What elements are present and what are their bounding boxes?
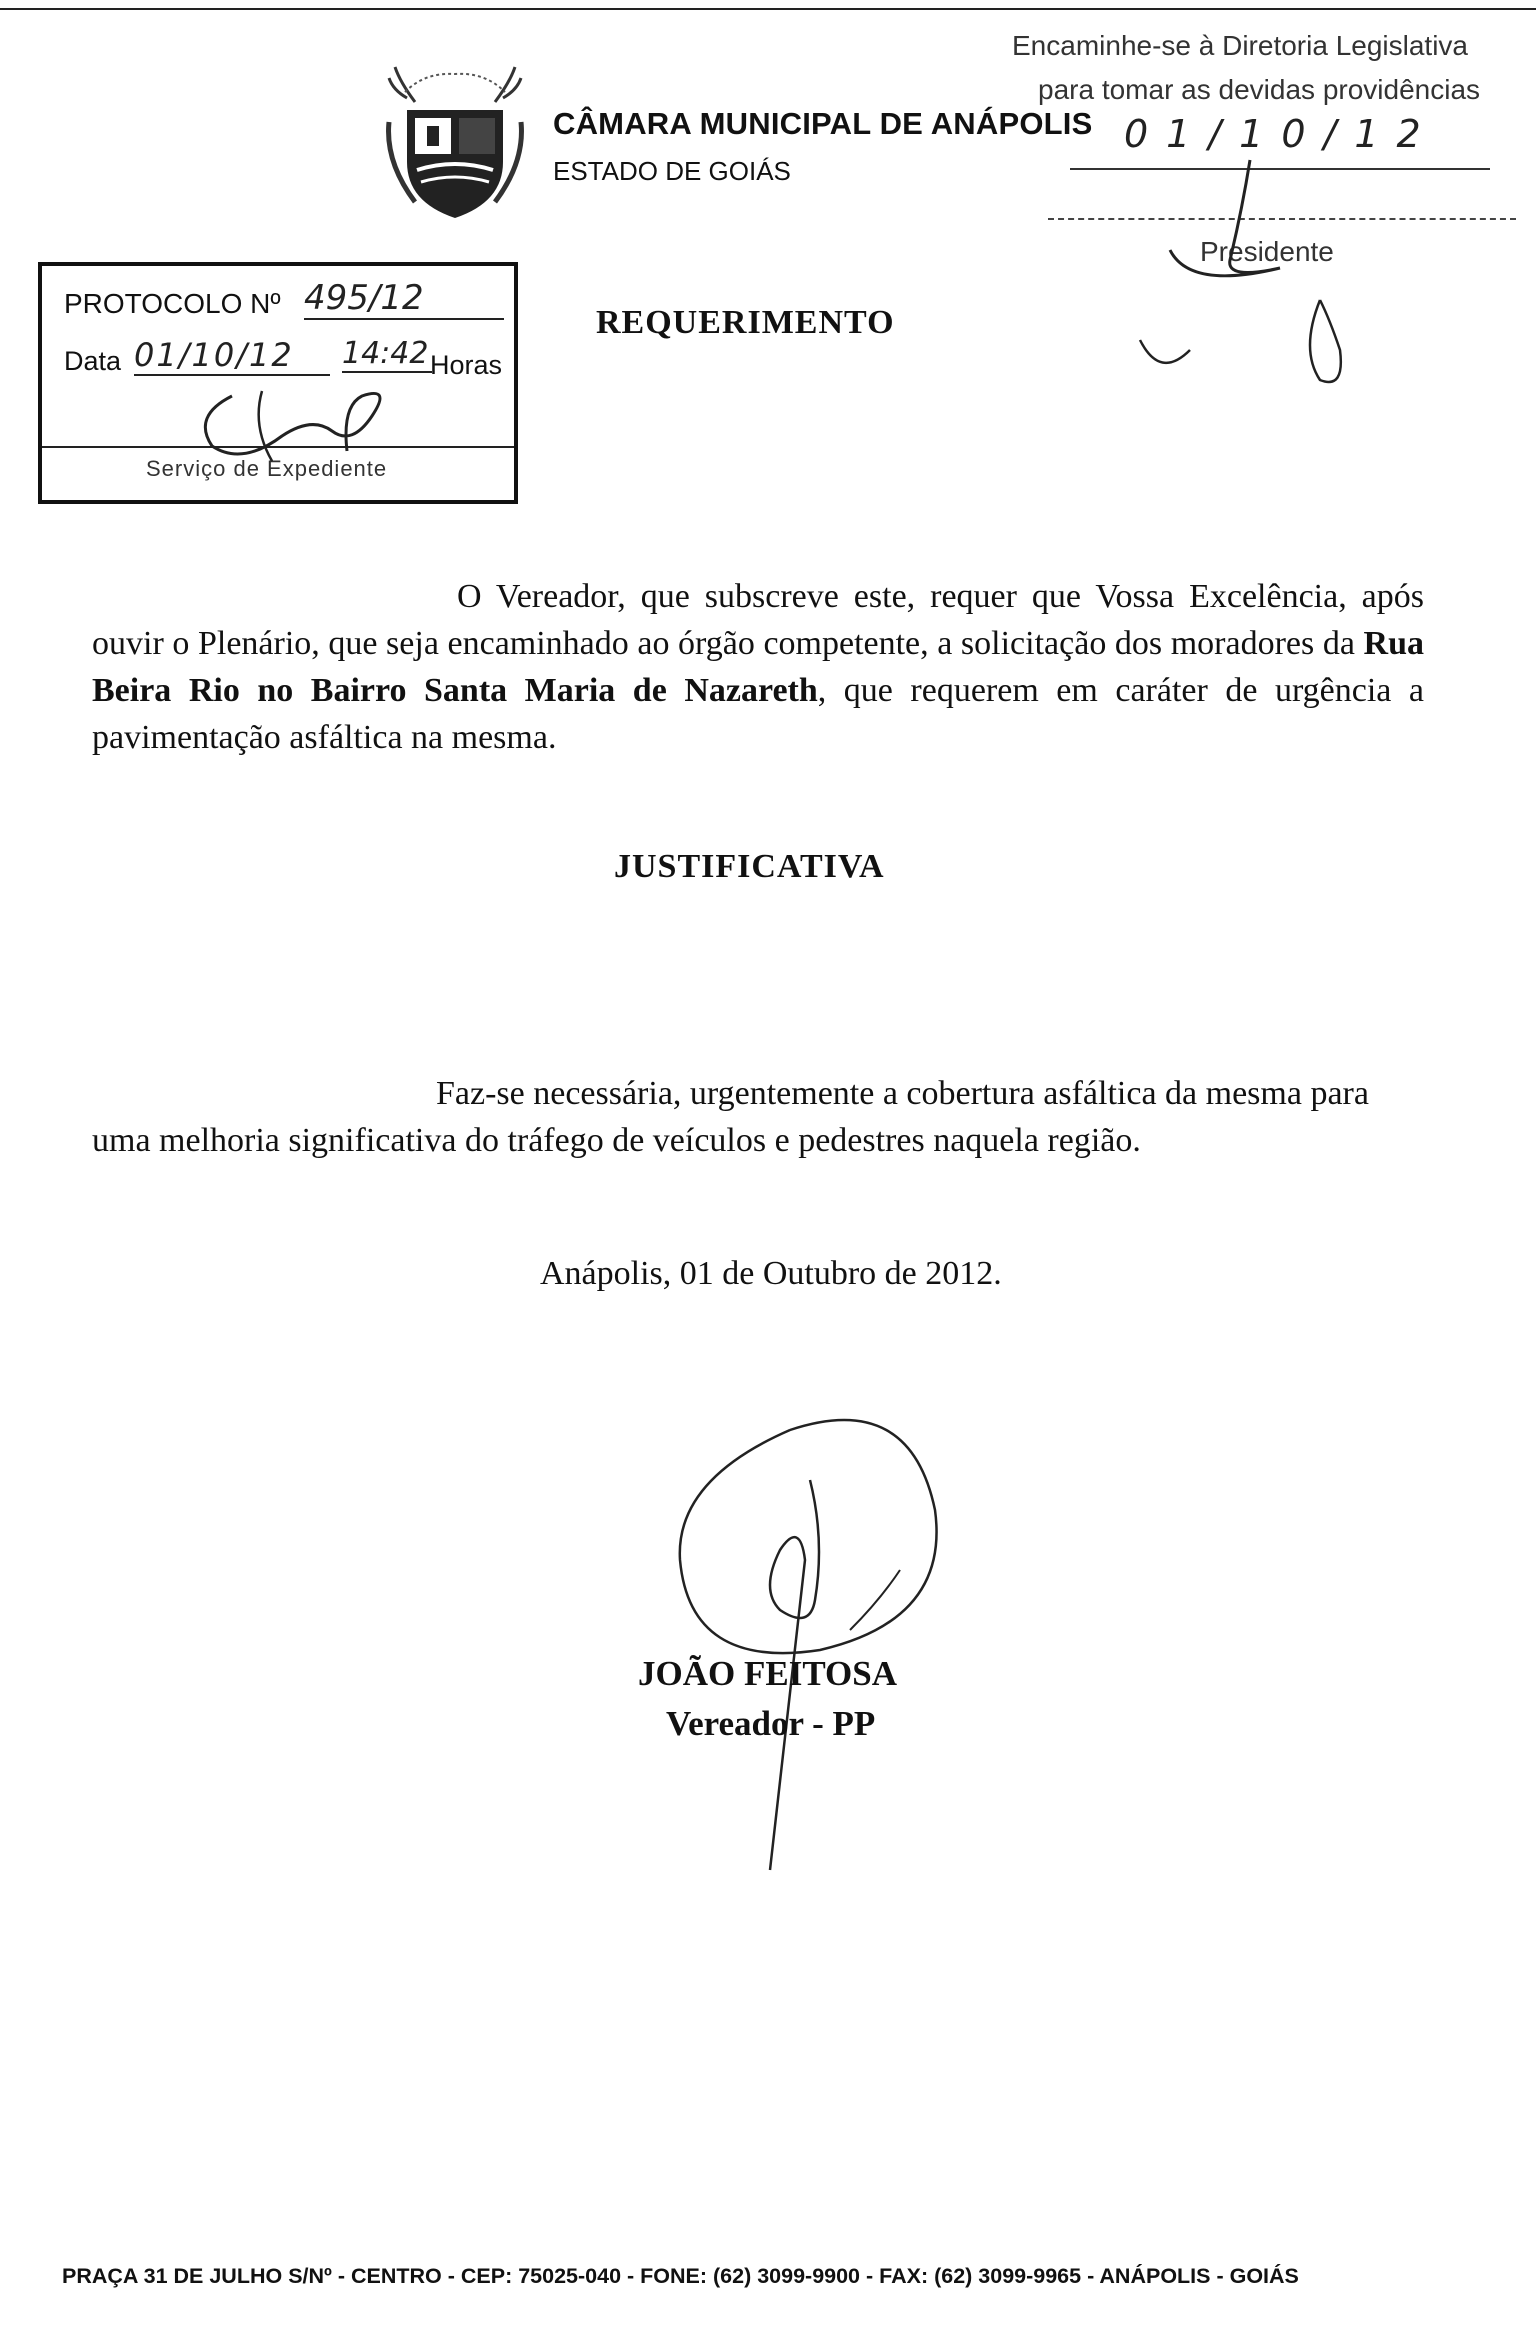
justification-paragraph	[92, 1070, 1424, 1164]
protocol-hours-label: Horas	[430, 350, 503, 380]
dispatch-signer-role: Presidente	[1200, 236, 1334, 267]
request-street-name: Rua Beira Rio no Bairro Santa Maria de Nazareth	[92, 625, 1424, 709]
protocol-date-label: Data	[64, 346, 122, 376]
councilor-signature-icon	[650, 1400, 950, 1900]
request-text-part-a: O Vereador, que subscreve este, requer que Vossa Excelência, após ouvir o Plenário, que seja encaminhado ao órgão competente, a solicitação dos moradores da	[92, 578, 1424, 662]
organization-name: CÂMARA MUNICIPAL DE ANÁPOLIS	[553, 106, 1093, 141]
dispatch-note-line-1: Encaminhe-se à Diretoria Legislativa	[1012, 30, 1468, 61]
document-title: REQUERIMENTO	[596, 304, 895, 341]
organization-state: ESTADO DE GOIÁS	[553, 156, 791, 186]
clerk-signature-icon	[172, 376, 412, 476]
protocol-label: PROTOCOLO Nº	[64, 288, 281, 319]
request-text-part-b: , que requerem em caráter de urgência a pavimentação asfáltica na mesma.	[92, 672, 1424, 756]
signer-role: Vereador - PP	[666, 1704, 876, 1743]
justification-text: Faz-se necessária, urgentemente a cobertura asfáltica da mesma para uma melhoria significativa do tráfego de veículos e pedestres naquela região.	[92, 1075, 1369, 1159]
dispatch-handwritten-date: 01/10/12	[1124, 112, 1439, 156]
place-and-date: Anápolis, 01 de Outubro de 2012.	[540, 1255, 1002, 1292]
president-signature-icon	[1130, 150, 1360, 400]
dispatch-note-line-2: para tomar as devidas providências	[1038, 74, 1481, 105]
protocol-stamp	[38, 262, 518, 504]
request-paragraph	[92, 573, 1424, 761]
footer-address: PRAÇA 31 DE JULHO S/Nº - CENTRO - CEP: 75025-040 - FONE: (62) 3099-9900 - FAX: (62) 3099-9965 - ANÁPOLIS - GOIÁS	[62, 2264, 1299, 2288]
top-rule	[0, 8, 1536, 10]
municipal-crest-icon	[385, 62, 525, 222]
justification-title: JUSTIFICATIVA	[614, 848, 885, 885]
protocol-time-value: 14:42	[342, 336, 432, 373]
protocol-number: 495/12	[304, 278, 504, 320]
stamp-office-label: Serviço de Expediente	[146, 456, 388, 481]
signer-name: JOÃO FEITOSA	[638, 1654, 897, 1693]
protocol-date-value: 01/10/12	[134, 336, 330, 376]
